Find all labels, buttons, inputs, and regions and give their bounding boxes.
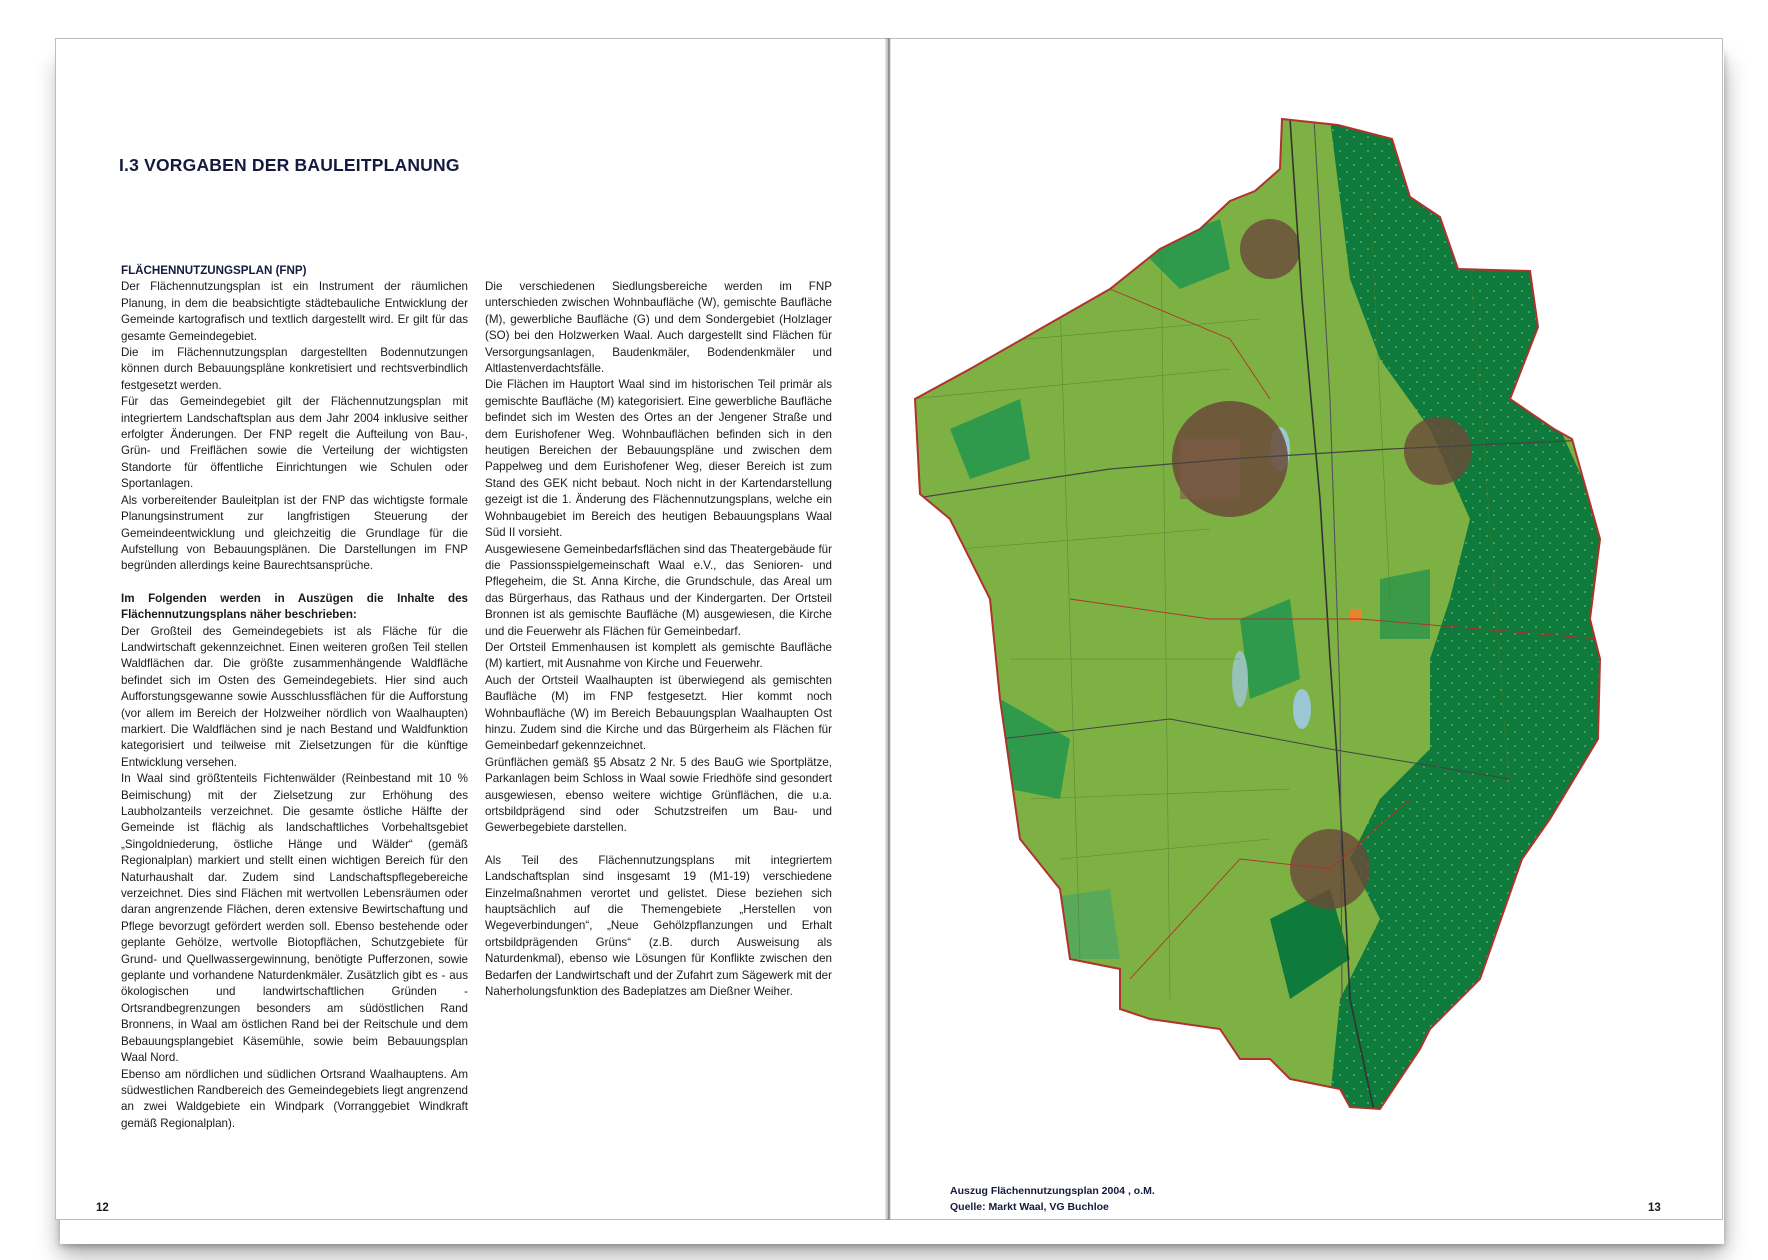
caption-source: Quelle: Markt Waal, VG Buchloe: [950, 1201, 1109, 1213]
paragraph: Der Ortsteil Emmenhausen ist komplett als gemischte Baufläche (M) kartiert, mit Ausnahme von Kirche und Feuerwehr.: [485, 640, 832, 671]
right-page: [889, 38, 1723, 1220]
paragraph: Ausgewiesene Gemeinbedarfsflächen sind das Theatergebäude für die Passionsspielgemeinschaft Waal e.V., das Senioren- und Pflegeheim, die St. Anna Kirche, die Grundschule, das Areal um das Bürgerhaus, das Rathaus und der Kindergarten. Der Ortsteil Bronnen ist als gemischte Baufläche (M) ausgewiesen, die Kirche und die Feuerwehr als Flächen für Gemeinbedarf.: [485, 542, 832, 638]
paragraph: Grünflächen gemäß §5 Absatz 2 Nr. 5 des BauG wie Sportplätze, Parkanlagen beim Schloss in Waal sowie Friedhöfe sind gesondert ausgewiesen, ebenso weitere wichtige Grünflächen, die u.a. ortsbildprägend sind oder Schutzstreifen um Bau- und Gewerbegebiete darstellen.: [485, 755, 832, 835]
paragraph: Der Großteil des Gemeindegebiets ist als Fläche für die Landwirtschaft gekennzeichnet. Einen weiteren großen Teil stellen Waldflächen dar. Die größte zusammenhängende Waldfläche befindet sich im Osten des Gemeindegebiets. Hier sind auch Aufforstungsgewanne sowie Ausschlussflächen für die Aufforstung (vor allem im Bereich der Holzweiher nördlich von Waalhaupten) markiert. Die Waldflächen sind je nach Bestand und Waldfunktion kategorisiert und teilweise mit Zielsetzungen für die künftige Entwicklung versehen.: [121, 624, 468, 769]
paragraph: Ebenso am nördlichen und südlichen Ortsrand Waalhauptens. Am südwestlichen Randbereich des Gemeindegebiets liegt angrenzend an zwei Waldgebiete ein Windpark (Vorranggebiet Windkraft gemäß Regionalplan).: [121, 1067, 468, 1130]
paragraph: Als Teil des Flächennutzungsplans mit integriertem Landschaftsplan sind insgesamt 19 (M1-19) verschiedene Einzelmaßnahmen verortet und gelistet. Diese beziehen sich hauptsächlich auf die Themengebiete „Herstellen von Wegeverbindungen“, „Neue Gehölzpflanzungen und Erhalt ortsbildprägenden Grüns“ (z.B. durch Ausweisung als Naturdenkmal), ebenso wie Lösungen für Konflikte zwischen den Bedarfen der Landwirtschaft und der Zufahrt zum Sägewerk mit der Naherholungsfunktion des Badeplatzes am Dießner Weiher.: [485, 853, 832, 999]
paragraph: Die verschiedenen Siedlungsbereiche werden im FNP unterschieden zwischen Wohnbaufläche (W), gemischte Baufläche (M), gewerbliche Baufläche (G) und dem Sondergebiet (Holzlager (SO) bei den Holzwerken Waal. Auch dargestellt sind Flächen für Versorgungsanlagen, Baudenkmäler, Bodendenkmäler und Altlastenverdachtsfälle.: [485, 280, 832, 376]
paragraph: Für das Gemeindegebiet gilt der Flächennutzungsplan mit integriertem Landschaftsplan aus dem Jahr 2004 inklusive seither erfolgter Änderungen. Der FNP regelt die Aufteilung von Bau-, Grün- und Freiflächen sowie die Verteilung der wichtigsten Standorte für öffentliche Einrichtungen wie Schulen oder Sportanlagen.: [121, 395, 468, 491]
map-caption: [950, 1183, 1155, 1215]
paragraph: Der Flächennutzungsplan ist ein Instrument der räumlichen Planung, in dem die beabsichtigte städtebauliche Entwicklung der Gemeinde kartografisch und textlich dargestellt wird. Er gilt für das gesamte Gemeindegebiet.: [121, 280, 468, 343]
paragraph: In Waal sind größtenteils Fichtenwälder (Reinbestand mit 10 % Beimischung) mit der Zielsetzung zur Erhöhung des Laubholzanteils verzeichnet. Die gesamte östliche Hälfte der Gemeinde ist flächig als landschaftliches Vorbehaltsgebiet „Singoldniederung, östliche Hänge und Wälder“ (gemäß Regionalplan) markiert und stellt einen wichtigen Bereich für den Naturhaushalt dar. Zudem sind Landschaftspflegebereiche verzeichnet. Dies sind Flächen mit wertvollen Lebensräumen oder daran angrenzende Flächen, deren extensive Bewirtschaftung und Pflege bevorzugt gefördert werden soll. Ebenso bestehende oder geplante Gehölze, wertvolle Biotopflächen, Schutzgebiete für Grund- und Quellwassergewinnung, benötigte Pufferzonen, sowie geplante und vorhandene Naturdenkmäler. Zusätzlich gibt es - aus ökologischen und landwirtschaftlichen Gründen - Ortsrandbegrenzungen besonders am südöstlichen Rand Bronnens, in Waal am östlichen Rand bei der Reitschule und dem Bebauungsplangebiet Käsemühle, sowie beim Bebauungsplan Waal Nord.: [121, 772, 468, 1065]
text-column-2: [485, 279, 832, 1000]
map-areas: [910, 99, 1610, 1179]
paragraph: Als vorbereitender Bauleitplan ist der FNP das wichtigste formale Planungsinstrument zur langfristigen Steuerung der Gemeindeentwicklung und gleichzeitig die Grundlage für die Aufstellung von Bebauungsplänen. Die Darstellungen im FNP begründen allerdings keine Baurechtsansprüche.: [121, 493, 468, 573]
page-heading: I.3 VORGABEN DER BAULEITPLANUNG: [119, 155, 460, 175]
paragraph: Die im Flächennutzungsplan dargestellten Bodennutzungen können durch Bebauungspläne konkretisiert und rechtsverbindlich festgesetzt werden.: [121, 346, 468, 392]
section-subheading: FLÄCHENNUTZUNGSPLAN (FNP): [121, 264, 307, 277]
lead-paragraph: Im Folgenden werden in Auszügen die Inhalte des Flächennutzungsplans näher beschrieben:: [121, 591, 468, 622]
left-page: [55, 38, 889, 1220]
land-use-map: [910, 99, 1610, 1179]
page-number-left: 12: [96, 1202, 109, 1214]
page-number-right: 13: [1648, 1202, 1661, 1214]
caption-title: Auszug Flächennutzungsplan 2004 , o.M.: [950, 1185, 1155, 1197]
paragraph: Die Flächen im Hauptort Waal sind im historischen Teil primär als gemischte Baufläche (M) kategorisiert. Eine gewerbliche Baufläche befindet sich im Westen des Ortes an der Jengener Straße und dem Eurishofener Weg. Wohnbauflächen befinden sich in den heutigen Bereichen der Bebauungspläne und zwischen dem Pappelweg und dem Eurishofener Weg, dieser Bereich ist zum Stand des GEK nicht bebaut. Noch nicht in der Kartendarstellung gezeigt ist die 1. Änderung des Flächennutzungsplans, welche ein Wohnbaugebiet im Bereich des heutigen Bebauungsplans Waal Süd II vorsieht.: [485, 378, 832, 540]
paragraph: Auch der Ortsteil Waalhaupten ist überwiegend als gemischten Baufläche (M) im FNP festgesetzt. Hier kommt noch Wohnbaufläche (W) im Bereich Bebauungsplan Waalhaupten Ost hinzu. Zudem sind die Kirche und das Bürgerheim als Flächen für Gemeinbedarf gekennzeichnet.: [485, 673, 832, 753]
book-gutter: [885, 38, 891, 1220]
text-column-1: [121, 263, 468, 1132]
